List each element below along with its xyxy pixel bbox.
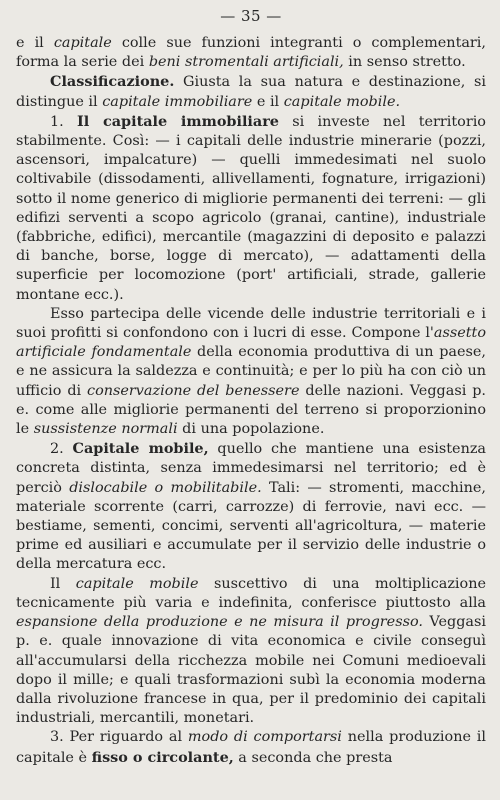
italic-text: capitale immobiliare <box>102 93 253 110</box>
text-span: di una popolazione. <box>177 421 325 438</box>
italic-text: assetto artificiale fondamentale <box>16 325 486 361</box>
italic-text: beni stromentali artificiali, <box>148 54 344 71</box>
italic-text: capitale <box>53 35 112 51</box>
text-span: a seconda che presta <box>233 749 393 766</box>
page-number: — 35 — <box>220 7 282 25</box>
paragraph <box>16 575 486 729</box>
italic-text: conservazione del benessere <box>87 382 300 399</box>
text-span: suscettivo di una moltiplicazione tecnicamente più varia e indefinita, conferisce piuttosto alla <box>16 575 486 611</box>
text-span: Tali: — stromenti, macchine, materiale scorrente (carri, carrozze) di ferrovie, navi ecc. — bestiame, sementi, concimi, serventi all'agricoltura, — materie prime ed ausiliari e accumulate per il servizio delle industrie o della mercatura ecc. <box>16 479 486 573</box>
text-span: della economia produttiva di un paese, e ne assicura la saldezza e continuità; e per lo più ha con ciò un ufficio di <box>16 344 486 399</box>
text-span: 3. Per riguardo al <box>50 729 188 746</box>
text-span: Esso partecipa delle vicende delle industrie territoriali e i suoi profitti si confondono con i lucri di esse. Compone l' <box>16 305 486 342</box>
text-span: in senso stretto. <box>343 54 466 71</box>
paragraph <box>16 439 486 574</box>
text-span: colle sue funzioni integranti o complementari, forma la serie dei <box>16 35 486 71</box>
text-body <box>16 34 486 768</box>
italic-text: capitale mobile <box>75 575 199 592</box>
paragraph <box>16 72 486 111</box>
text-span: e il <box>252 93 284 110</box>
paragraph <box>16 112 486 305</box>
text-span: Il <box>50 575 76 592</box>
bold-text: Il capitale immobiliare <box>77 112 279 130</box>
italic-text: dislocabile o mobilitabile. <box>69 479 262 496</box>
text-span: e il <box>16 35 54 51</box>
text-span: delle nazioni. Veggasi p. e. come alle migliorie permanenti del terreno si proporzionino le <box>16 382 486 438</box>
text-span: 1. <box>50 113 78 130</box>
bold-text: Capitale mobile, <box>72 440 209 458</box>
paragraph <box>16 305 486 439</box>
text-span: Veggasi p. e. quale innovazione di vita economica e civile conseguì all'accumularsi della ricchezza mobile nei Comuni medioevali dopo il mille; e quali trasformazioni subì la economia moderna dalla rivoluzione francese in qua, per il predominio dei capitali industriali, mercantili, monetari. <box>16 614 486 727</box>
paragraph <box>16 34 486 72</box>
text-span: nella produzione il capitale è <box>16 729 486 766</box>
italic-text: espansione della produzione e ne misura il progresso. <box>16 614 423 631</box>
italic-text: sussistenze normali <box>33 421 178 438</box>
paragraph <box>16 728 486 767</box>
text-span: si investe nel territorio stabilmente. Così: — i capitali delle industrie minerarie (pozzi, ascensori, impalcature) — quelli immedesimati nel suolo coltivabile (dissodamenti, allivellamenti, fognature, irrigazioni) sotto il nome generico di migliorie permanenti dei terreni: — gli edifizi serventi a scopo agricolo (granai, cantine), industriale (fabbriche, edifici), mercantile (magazzini di deposito e palazzi di banche, borse, logge di mercato), — adattamenti della superficie per locomozione (port' artificiali, strade, gallerie montane ecc.). <box>16 113 486 303</box>
italic-text: capitale mobile. <box>283 93 401 110</box>
text-span: quello che mantiene una esistenza concreta distinta, senza immedesimarsi nel territorio; ed è perciò <box>16 441 487 496</box>
text-span: Giusta la sua natura e destinazione, si distingue il <box>16 74 486 110</box>
text-span: 2. <box>50 441 73 458</box>
italic-text: modo di comportarsi <box>187 729 342 746</box>
bold-text: Classificazione. <box>50 73 175 91</box>
bold-text: fisso o circolante, <box>91 748 234 766</box>
